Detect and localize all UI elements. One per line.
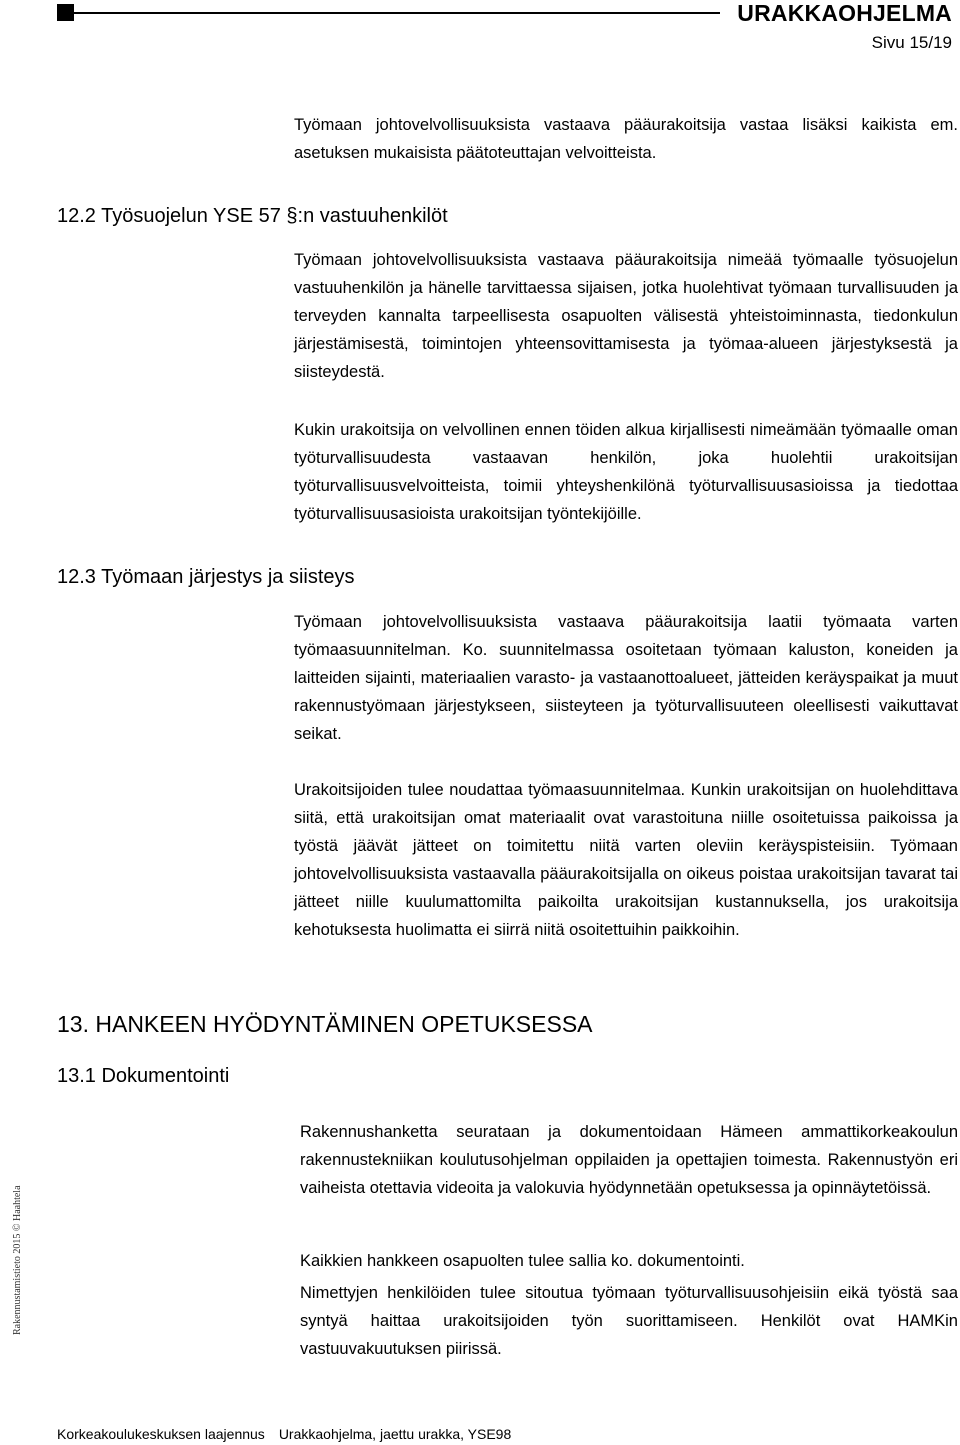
document-title: URAKKAOHJELMA (737, 0, 952, 26)
copyright-sidebar: Rakennustamistieto 2015 © Haahtela (12, 1185, 23, 1335)
heading-12-2: 12.2 Työsuojelun YSE 57 §:n vastuuhenkilöt (57, 205, 448, 227)
paragraph-13-1-1: Rakennushanketta seurataan ja dokumentoidaan Hämeen ammattikorkeakoulun rakennustekniikan koulutusohjelman oppilaiden ja opettajien toimesta. Rakennustyön eri vaiheista otettavia videoita ja valokuvia hyödynnetään opetuksessa ja opinnäytetöissä. (300, 1123, 958, 1197)
page-footer (57, 1426, 511, 1442)
intro-paragraph: Työmaan johtovelvollisuuksista vastaava pääurakoitsija vastaa lisäksi kaikista em. asetuksen mukaisista päätoteuttajan velvoitteista. (294, 116, 958, 162)
heading-12-3: 12.3 Työmaan järjestys ja siisteys (57, 566, 355, 588)
heading-13-1: 13.1 Dokumentointi (57, 1065, 230, 1087)
paragraph-12-2-1: Työmaan johtovelvollisuuksista vastaava pääurakoitsija nimeää työmaalle työsuojelun vastuuhenkilön ja hänelle tarvittaessa sijaisen, jotka huolehtivat työmaan turvallisuuden ja terveyden kannalta tarpeellisesta osapuolten välisestä yhteistoiminnasta, tiedonkulun järjestämisestä, toimintojen yhteensovittamisesta ja työmaa-alueen järjestyksestä ja siisteydestä. (294, 251, 958, 381)
paragraph-12-3-1: Työmaan johtovelvollisuuksista vastaava pääurakoitsija laatii työmaata varten työmaasuunnitelman. Ko. suunnitelmassa osoitetaan työmaan kaluston, koneiden ja laitteiden sijainti, materiaalien varasto- ja vastaanottoalueet, jätteiden keräyspaikat ja muut rakennustyömaan järjestykseen, siisteyteen ja työturvallisuuteen oleellisesti vaikuttavat seikat. (294, 613, 958, 743)
paragraph-13-1-3: Nimettyjen henkilöiden tulee sitoutua työmaan työturvallisuusohjeisiin eikä työstä saa syntyä haittaa urakoitsijoiden työn suorittamiseen. Henkilöt ovat HAMKin vastuuvakuutuksen piirissä. (300, 1284, 958, 1358)
page-number: Sivu 15/19 (871, 33, 952, 52)
footer-project: Korkeakoulukeskuksen laajennus (57, 1426, 265, 1442)
paragraph-12-3-2: Urakoitsijoiden tulee noudattaa työmaasuunnitelmaa. Kunkin urakoitsijan on huolehdittava siitä, että urakoitsijan omat materiaalit ovat varastoituna niille osoitetuissa paikoissa ja työstä jäävät jätteet on toimitettu niitä varten oleviin keräyspisteisiin. Työmaan johtovelvollisuuksista vastaavalla pääurakoitsijalla on oikeus poistaa urakoitsijan tavarat tai jätteet niille kuulumattomilta paikoilta urakoitsijan kustannuksella, jos urakoitsija kehotuksesta huolimatta ei siirrä niitä osoitettuihin paikkoihin. (294, 781, 958, 939)
heading-13: 13. HANKEEN HYÖDYNTÄMINEN OPETUKSESSA (57, 1011, 593, 1037)
header-rule (57, 12, 720, 14)
paragraph-12-2-2: Kukin urakoitsija on velvollinen ennen töiden alkua kirjallisesti nimeämään työmaalle oman työturvallisuudesta vastaavan henkilön, joka huolehtii urakoitsijan työturvallisuusvelvoitteista, toimii yhteyshenkilönä työturvallisuusasioissa ja tiedottaa työturvallisuusasioista urakoitsijan työntekijöille. (294, 421, 958, 523)
footer-document: Urakkaohjelma, jaettu urakka, YSE98 (278, 1426, 512, 1442)
paragraph-13-1-2: Kaikkien hankkeen osapuolten tulee sallia ko. dokumentointi. (300, 1252, 745, 1270)
